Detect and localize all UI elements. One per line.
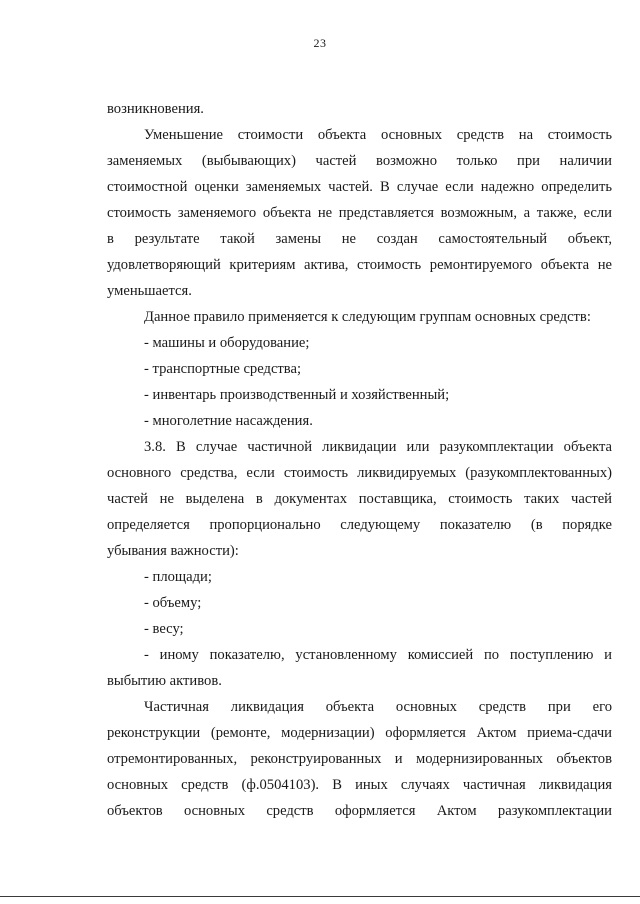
text-line: - инвентарь производственный и хозяйственный; — [144, 387, 450, 403]
text-line: удовлетворяющий критериям актива, стоимость ремонтируемого объекта не — [107, 257, 612, 273]
page-number: 23 — [313, 36, 327, 50]
document-body — [107, 96, 612, 824]
text-line: реконструкции (ремонте, модернизации) оформляется Актом приема-сдачи — [107, 725, 612, 741]
text-line: частей не выделена в документах поставщика, стоимость таких частей — [107, 491, 612, 507]
text-line: возникновения. — [107, 101, 204, 117]
text-line: заменяемых (выбывающих) частей возможно только при наличии — [107, 153, 612, 169]
text-line: стоимость заменяемого объекта не представляется возможным, а также, если — [107, 205, 612, 221]
text-line: уменьшается. — [107, 283, 192, 299]
text-line: - транспортные средства; — [144, 361, 302, 377]
text-line: убывания важности): — [107, 543, 239, 559]
text-line: - многолетние насаждения. — [144, 413, 313, 429]
text-line: Уменьшение стоимости объекта основных средств на стоимость — [144, 127, 612, 143]
text-line: - весу; — [144, 621, 184, 637]
text-line: 3.8. В случае частичной ликвидации или разукомплектации объекта — [144, 439, 612, 455]
text-line: выбытию активов. — [107, 673, 222, 689]
text-line: - машины и оборудование; — [144, 335, 310, 351]
text-line: - объему; — [144, 595, 202, 611]
text-line: стоимостной оценки заменяемых частей. В случае если надежно определить — [107, 179, 612, 195]
text-line: основного средства, если стоимость ликвидируемых (разукомплектованных) — [107, 465, 612, 481]
text-line: - площади; — [144, 569, 212, 585]
text-line: объектов основных средств оформляется Актом разукомплектации — [107, 803, 612, 819]
text-line: Частичная ликвидация объекта основных средств при его — [144, 699, 612, 715]
text-line: Данное правило применяется к следующим группам основных средств: — [144, 309, 591, 325]
text-line: основных средств (ф.0504103). В иных случаях частичная ликвидация — [107, 777, 612, 793]
page-bottom-edge — [0, 896, 640, 897]
text-line: в результате такой замены не создан самостоятельный объект, — [107, 231, 612, 247]
text-line: отремонтированных, реконструированных и модернизированных объектов — [107, 751, 612, 767]
text-line: определяется пропорционально следующему показателю (в порядке — [107, 517, 612, 533]
text-line: - иному показателю, установленному комиссией по поступлению и — [144, 647, 612, 663]
